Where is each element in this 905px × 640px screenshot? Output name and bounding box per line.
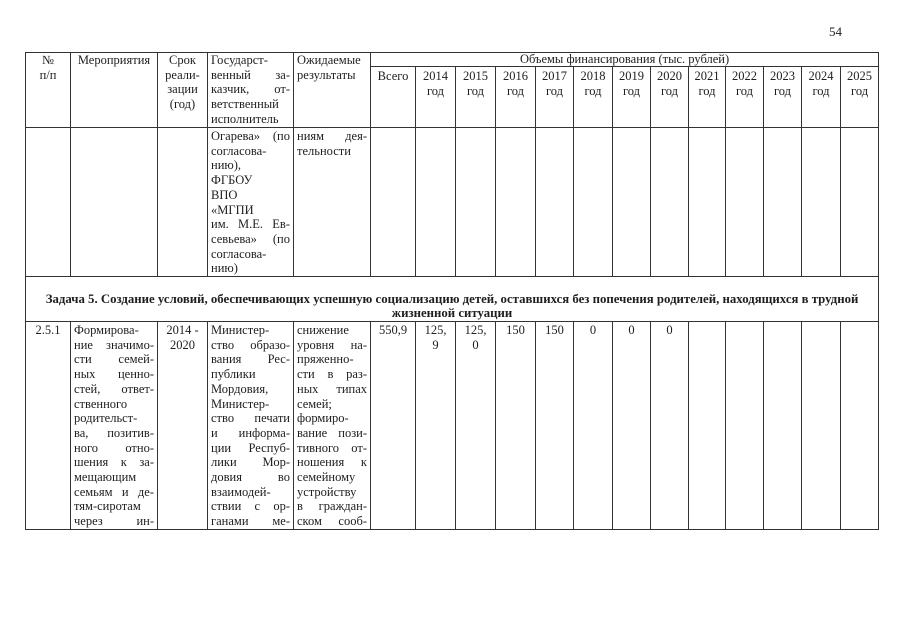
- empty-cell: [26, 128, 71, 277]
- header-activity: Мероприятия: [71, 53, 158, 128]
- header-year-2024: 2024 год: [802, 67, 841, 128]
- header-period: Срок реали- зации (год): [158, 53, 208, 128]
- continuation-results: ниям дея- тельности: [294, 128, 371, 277]
- header-results: Ожидаемые результаты: [294, 53, 371, 128]
- row-funding-total: 550,9: [371, 322, 416, 530]
- empty-cell: [764, 128, 802, 277]
- empty-cell: [802, 128, 841, 277]
- header-year-2025: 2025 год: [841, 67, 879, 128]
- row-results: снижение уровня на- пряженно- сти в раз- ных типах семей; формиро- вание пози- тивного от- ношения к семейному устройству в граждан- ском сооб-: [294, 322, 371, 530]
- header-year-2018: 2018 год: [574, 67, 613, 128]
- row-funding-2024: [802, 322, 841, 530]
- empty-cell: [456, 128, 496, 277]
- row-funding-2018: 0: [574, 322, 613, 530]
- empty-cell: [496, 128, 536, 277]
- empty-cell: [416, 128, 456, 277]
- header-year-2020: 2020 год: [651, 67, 689, 128]
- empty-cell: [651, 128, 689, 277]
- row-period: 2014 - 2020: [158, 322, 208, 530]
- header-year-2019: 2019 год: [613, 67, 651, 128]
- empty-cell: [536, 128, 574, 277]
- row-funding-2021: [689, 322, 726, 530]
- row-funding-2025: [841, 322, 879, 530]
- row-number: 2.5.1: [26, 322, 71, 530]
- header-row: [26, 53, 879, 67]
- row-funding-2020: 0: [651, 322, 689, 530]
- empty-cell: [841, 128, 879, 277]
- row-funding-2023: [764, 322, 802, 530]
- row-funding-2019: 0: [613, 322, 651, 530]
- row-funding-2016: 150: [496, 322, 536, 530]
- empty-cell: [371, 128, 416, 277]
- task-row: [26, 277, 879, 322]
- row-funding-2017: 150: [536, 322, 574, 530]
- header-funding-total: Всего: [371, 67, 416, 128]
- empty-cell: [158, 128, 208, 277]
- header-number: № п/п: [26, 53, 71, 128]
- header-year-2017: 2017 год: [536, 67, 574, 128]
- continuation-customer: Огарева» (по согласова- нию), ФГБОУ ВПО «МГПИ им. М.Е. Ев- севьева» (по согласова- нию): [208, 128, 294, 277]
- empty-cell: [613, 128, 651, 277]
- header-year-2023: 2023 год: [764, 67, 802, 128]
- funding-table: [25, 52, 879, 530]
- page-number: 54: [829, 24, 842, 39]
- empty-cell: [71, 128, 158, 277]
- empty-cell: [574, 128, 613, 277]
- row-funding-2014: 125, 9: [416, 322, 456, 530]
- header-year-2021: 2021 год: [689, 67, 726, 128]
- header-customer: Государст- венный за- казчик, от- ветственный исполнитель: [208, 53, 294, 128]
- continuation-row: [26, 128, 879, 277]
- header-year-2014: 2014 год: [416, 67, 456, 128]
- header-year-2022: 2022 год: [726, 67, 764, 128]
- row-funding-2022: [726, 322, 764, 530]
- task-heading: Задача 5. Создание условий, обеспечивающих успешную социализацию детей, оставшихся без попечения родителей, находящихся в трудной жизненной ситуации: [26, 277, 879, 322]
- row-customer: Министер- ство образо- вания Рес- публики Мордовия, Министер- ство печати и информа- ции Респуб- лики Мор- довия во взаимодей- ствии с ор- ганами ме-: [208, 322, 294, 530]
- header-funding-title: Объемы финансирования (тыс. рублей): [371, 53, 879, 67]
- row-funding-2015: 125, 0: [456, 322, 496, 530]
- table-row: [26, 322, 879, 530]
- empty-cell: [689, 128, 726, 277]
- empty-cell: [726, 128, 764, 277]
- header-year-2015: 2015 год: [456, 67, 496, 128]
- row-activity: Формирова- ние значимо- сти семей- ных ценно- стей, ответ- ственного родительст- ва, позитив- ного отно- шения к за- мещающим семьям и де- тям-сиротам через ин-: [71, 322, 158, 530]
- header-year-2016: 2016 год: [496, 67, 536, 128]
